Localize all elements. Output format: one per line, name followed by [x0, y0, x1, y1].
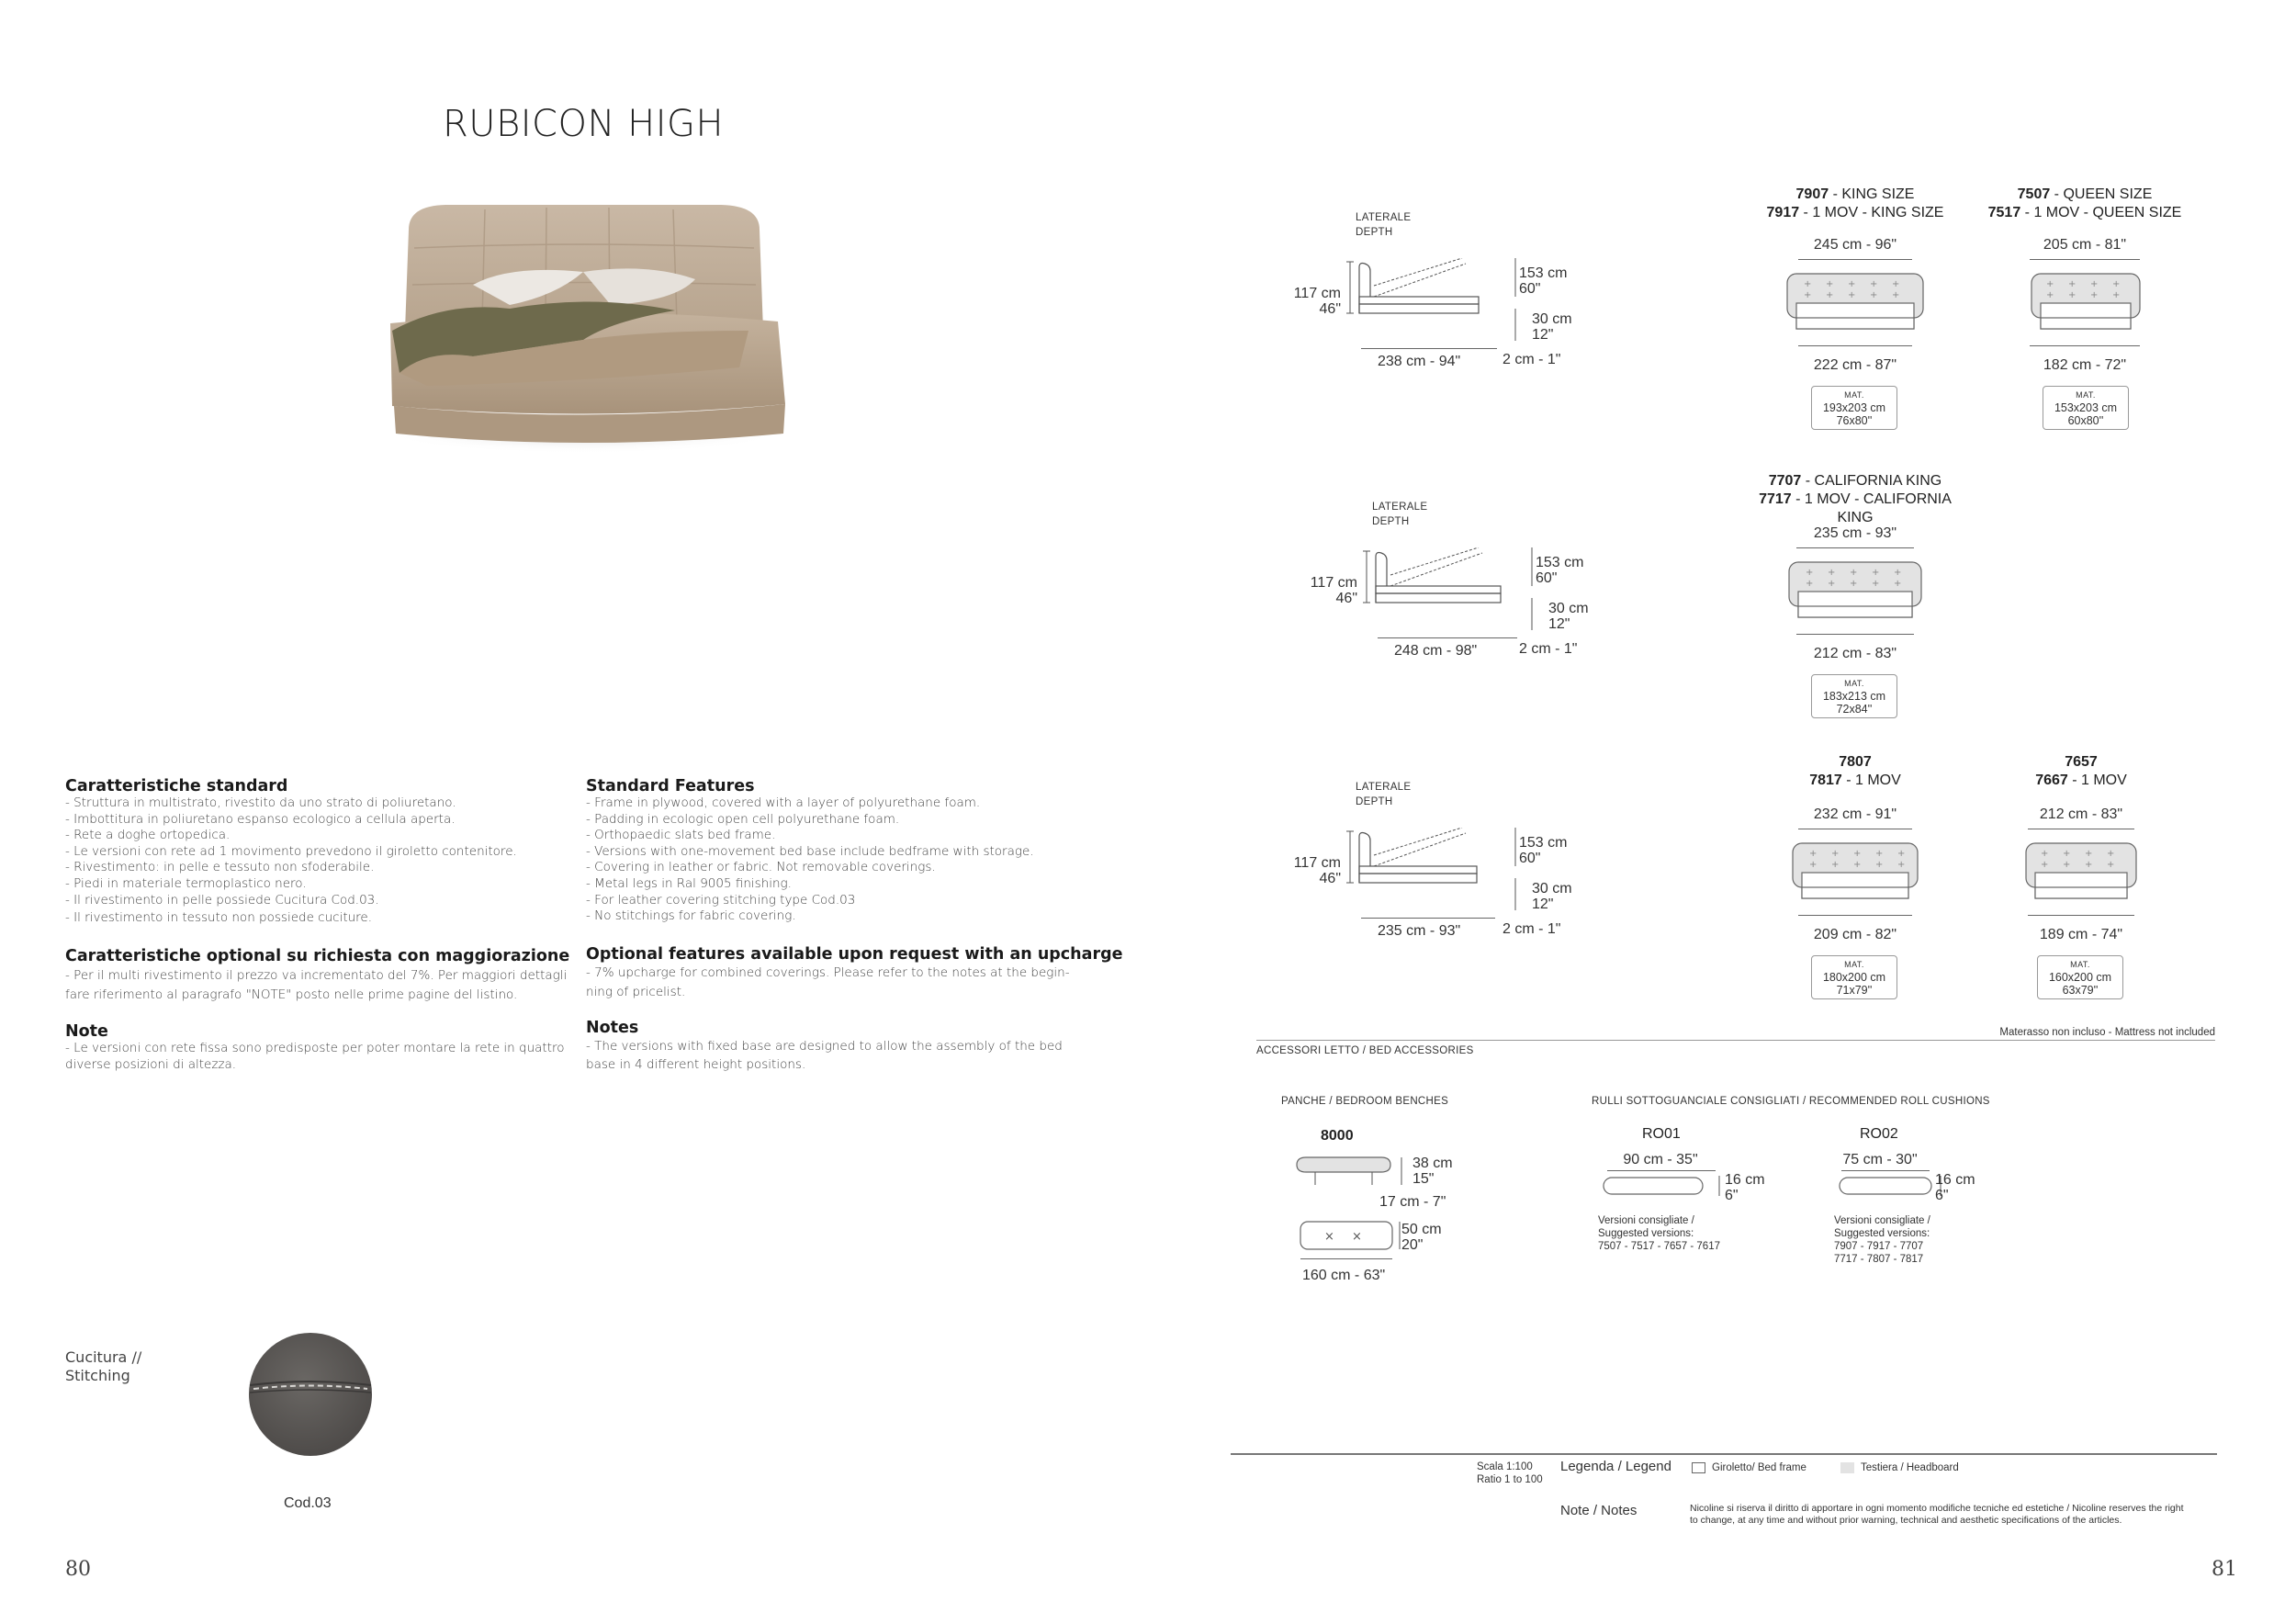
disclaimer: Nicoline si riserva il diritto di apportare in ogni momento modifiche tecniche ed estetiche / Nicoline reserves the right to change, at any time and without prior warning, technical and aesthetic specifications of the articles.	[1690, 1503, 2184, 1526]
it-opt-line: - Per il multi rivestimento il prezzo va incrementato del 7%. Per maggiori dettagli	[65, 968, 568, 983]
it-optional-heading: Caratteristiche optional su richiesta con maggiorazione	[65, 947, 570, 965]
accessories-divider	[1256, 1040, 2215, 1041]
svg-text:+: +	[1853, 860, 1862, 870]
roll-cushion-drawing	[1600, 1172, 1728, 1200]
svg-text:+: +	[2090, 279, 2099, 289]
roll-diameter: 16 cm 6"	[1935, 1172, 1975, 1203]
roll-length-line	[1607, 1170, 1716, 1171]
open-height-dimension: 153 cm 60"	[1519, 265, 1568, 297]
headboard-legend-label: Testiera / Headboard	[1861, 1462, 1959, 1473]
inner-width: 182 cm - 72"	[2043, 357, 2127, 373]
mattress-size-box: MAT. 183x213 cm 72x84''	[1811, 674, 1897, 718]
inner-width-line	[1796, 634, 1914, 635]
model-card	[1745, 184, 1965, 441]
gap-dimension: 2 cm - 1"	[1503, 352, 1561, 367]
roll-suggested-versions: Versioni consigliate / Suggested versions: 7507 - 7517 - 7657 - 7617	[1598, 1215, 1720, 1252]
gap-dimension: 2 cm - 1"	[1519, 641, 1578, 657]
svg-text:+: +	[1806, 579, 1814, 589]
base-height-dimension: 30 cm 12"	[1532, 311, 1572, 343]
it-standard-heading: Caratteristiche standard	[65, 777, 288, 795]
svg-text:+: +	[1831, 860, 1840, 870]
accessories-title: ACCESSORI LETTO / BED ACCESSORIES	[1256, 1045, 1474, 1056]
inner-width-line	[2030, 345, 2140, 346]
svg-text:+: +	[2041, 849, 2049, 859]
length-line	[1361, 918, 1495, 919]
en-note-text	[586, 1037, 1063, 1074]
inner-width-line	[1798, 915, 1912, 916]
bench-height: 38 cm 15"	[1412, 1156, 1453, 1187]
en-note-heading: Notes	[586, 1019, 639, 1037]
length-line	[1378, 637, 1517, 638]
it-std-line: - Struttura in multistrato, rivestito da uno strato di poliuretano.	[65, 795, 456, 810]
svg-text:+: +	[1809, 860, 1818, 870]
it-note-text	[65, 1041, 565, 1073]
side-view-label: LATERALE DEPTH	[1356, 782, 1412, 807]
svg-text:+: +	[1897, 849, 1906, 859]
side-view-label: LATERALE DEPTH	[1356, 212, 1412, 238]
bedframe-legend-swatch	[1692, 1462, 1705, 1473]
en-optional-text	[586, 964, 1070, 1002]
side-view-diagram	[1286, 776, 1598, 951]
en-std-line: - Orthopaedic slats bed frame.	[586, 828, 776, 843]
gap-dimension: 2 cm - 1"	[1503, 921, 1561, 937]
open-height-dimension: 153 cm 60"	[1519, 835, 1568, 866]
footer-divider	[1231, 1453, 2217, 1455]
model-card	[1975, 184, 2195, 441]
svg-text:+: +	[1848, 290, 1856, 300]
bed-top-view	[1785, 266, 1925, 340]
notes-label: Note / Notes	[1560, 1503, 1638, 1518]
model-code: 7907 - KING SIZE 7917 - 1 MOV - KING SIZE	[1766, 186, 1944, 220]
svg-text:+: +	[1850, 568, 1858, 578]
svg-text:+: +	[2046, 279, 2054, 289]
inner-width: 209 cm - 82"	[1813, 927, 1897, 942]
svg-text:+: +	[2068, 279, 2077, 289]
roll-code: RO01	[1642, 1126, 1681, 1142]
outer-width: 245 cm - 96"	[1813, 237, 1897, 253]
it-note-heading: Note	[65, 1022, 108, 1041]
svg-text:+: +	[1848, 279, 1856, 289]
svg-text:+: +	[1850, 579, 1858, 589]
side-view-label: LATERALE DEPTH	[1372, 502, 1428, 527]
svg-text:+: +	[1804, 290, 1812, 300]
benches-title: PANCHE / BEDROOM BENCHES	[1281, 1096, 1449, 1107]
en-std-line: - Covering in leather or fabric. Not removable coverings.	[586, 860, 936, 875]
height-dimension: 117 cm 46"	[1310, 575, 1357, 606]
bed-top-view	[1787, 555, 1923, 628]
side-view-drawing	[1363, 547, 1519, 612]
roll-cushion-item	[1598, 1126, 1809, 1264]
svg-text:+: +	[1897, 860, 1906, 870]
svg-text:+: +	[2046, 290, 2054, 300]
mattress-size-box: MAT. 160x200 cm 63x79''	[2037, 955, 2123, 999]
headboard-legend-swatch	[1840, 1462, 1854, 1473]
svg-text:×: ×	[1352, 1230, 1362, 1244]
inner-width: 212 cm - 83"	[1813, 646, 1897, 661]
svg-text:+: +	[2107, 860, 2115, 870]
outer-width-line	[2030, 259, 2140, 260]
it-std-line: - Rete a doghe ortopedica.	[65, 828, 231, 843]
it-optional-text	[65, 966, 567, 1005]
en-note-line: - The versions with fixed base are designed to allow the assembly of the bed	[586, 1039, 1063, 1054]
bed-top-view	[1791, 836, 1919, 909]
bedframe-legend-label: Giroletto/ Bed frame	[1712, 1462, 1806, 1473]
en-std-line: - Versions with one-movement bed base include bedframe with storage.	[586, 843, 1034, 859]
outer-width: 205 cm - 81"	[2043, 237, 2127, 253]
svg-text:+: +	[1875, 860, 1884, 870]
model-card	[1745, 470, 1965, 727]
bed-top-view	[2030, 266, 2142, 340]
bench-side-view	[1293, 1154, 1412, 1190]
inner-width: 222 cm - 87"	[1813, 357, 1897, 373]
svg-text:+: +	[1853, 849, 1862, 859]
inner-width: 189 cm - 74"	[2039, 927, 2123, 942]
en-opt-line: ning of pricelist.	[586, 985, 686, 999]
side-view-diagram	[1286, 207, 1598, 381]
roll-length-line	[1841, 1170, 1930, 1171]
bench-leg-height: 17 cm - 7"	[1379, 1194, 1446, 1210]
roll-length: 90 cm - 35"	[1623, 1152, 1698, 1167]
it-std-line: - Imbottitura in poliuretano espanso ecologico a cellula aperta.	[65, 811, 456, 827]
svg-text:+: +	[1894, 579, 1902, 589]
svg-text:+: +	[1892, 290, 1900, 300]
svg-text:+: +	[1894, 568, 1902, 578]
en-standard-list	[586, 795, 1034, 925]
mattress-size-box: MAT. 193x203 cm 76x80''	[1811, 386, 1897, 430]
svg-text:+: +	[2063, 849, 2071, 859]
mattress-size-box: MAT. 180x200 cm 71x79''	[1811, 955, 1897, 999]
bench-width-line	[1300, 1258, 1392, 1259]
svg-text:+: +	[2041, 860, 2049, 870]
svg-text:+: +	[2112, 279, 2121, 289]
svg-text:×: ×	[1324, 1230, 1334, 1244]
stitching-code: Cod.03	[284, 1495, 332, 1511]
bed-top-view	[2024, 836, 2138, 909]
rolls-title: RULLI SOTTOGUANCIALE CONSIGLIATI / RECOMMENDED ROLL CUSHIONS	[1592, 1096, 1990, 1107]
open-height-dimension: 153 cm 60"	[1536, 555, 1584, 586]
length-dimension: 248 cm - 98"	[1394, 643, 1478, 659]
svg-text:+: +	[1872, 579, 1880, 589]
svg-text:+: +	[1870, 290, 1878, 300]
page-number-left: 80	[65, 1558, 91, 1581]
roll-code: RO02	[1860, 1126, 1898, 1142]
en-std-line: - No stitchings for fabric covering.	[586, 908, 796, 924]
mattress-note: Materasso non incluso - Mattress not included	[1999, 1027, 2215, 1038]
svg-text:+: +	[2085, 849, 2093, 859]
roll-diameter: 16 cm 6"	[1725, 1172, 1765, 1203]
svg-text:+: +	[1806, 568, 1814, 578]
svg-text:+: +	[2107, 849, 2115, 859]
length-dimension: 235 cm - 93"	[1378, 923, 1461, 939]
page-title: RUBICON HIGH	[443, 103, 725, 145]
svg-text:+: +	[1804, 279, 1812, 289]
roll-cushion-drawing	[1836, 1172, 1946, 1200]
it-opt-line: fare riferimento al paragrafo "NOTE" posto nelle prime pagine del listino.	[65, 987, 518, 1002]
model-code: 7807 7817 - 1 MOV	[1809, 754, 1901, 788]
outer-width-line	[1798, 259, 1912, 260]
base-height-dimension: 30 cm 12"	[1548, 601, 1589, 632]
mattress-size-box: MAT. 153x203 cm 60x80''	[2043, 386, 2129, 430]
svg-text:+: +	[2063, 860, 2071, 870]
model-code: 7657 7667 - 1 MOV	[2035, 754, 2127, 788]
svg-text:+: +	[1831, 849, 1840, 859]
outer-width: 235 cm - 93"	[1813, 525, 1897, 541]
roll-length: 75 cm - 30"	[1842, 1152, 1918, 1167]
model-code: 7707 - CALIFORNIA KING 7717 - 1 MOV - CALIFORNIA KING	[1759, 473, 1952, 525]
page-number-right: 81	[2212, 1558, 2237, 1581]
outer-width-line	[1796, 547, 1914, 548]
side-view-diagram	[1302, 496, 1615, 671]
stitching-label-en: Stitching	[65, 1367, 130, 1384]
roll-cushion-item	[1834, 1126, 2045, 1264]
height-dimension: 117 cm 46"	[1293, 286, 1341, 317]
en-std-line: - Metal legs in Ral 9005 finishing.	[586, 875, 792, 891]
svg-text:+: +	[2085, 860, 2093, 870]
model-code: 7507 - QUEEN SIZE 7517 - 1 MOV - QUEEN SIZE	[1987, 186, 2182, 220]
scale-text: Scala 1:100 Ratio 1 to 100	[1477, 1461, 1543, 1485]
it-std-line: - Rivestimento: in pelle e tessuto non sfoderabile.	[65, 860, 375, 875]
bench-width: 160 cm - 63"	[1302, 1268, 1386, 1283]
svg-text:+: +	[1828, 579, 1836, 589]
svg-text:+: +	[1870, 279, 1878, 289]
length-dimension: 238 cm - 94"	[1378, 354, 1461, 369]
svg-text:+: +	[1826, 290, 1834, 300]
it-standard-list	[65, 795, 517, 927]
inner-width-line	[1798, 345, 1912, 346]
model-card	[1745, 751, 1965, 1009]
en-std-line: - Frame in plywood, covered with a layer of polyurethane foam.	[586, 795, 981, 810]
svg-text:+: +	[1828, 568, 1836, 578]
svg-text:+: +	[2090, 290, 2099, 300]
bench-depth: 50 cm 20"	[1401, 1222, 1442, 1253]
it-note-line: diverse posizioni di altezza.	[65, 1056, 237, 1072]
svg-text:+: +	[2112, 290, 2121, 300]
bench-top-view	[1295, 1218, 1405, 1255]
length-line	[1361, 348, 1497, 349]
en-optional-heading: Optional features available upon request with an upcharge	[586, 945, 1123, 964]
en-opt-line: - 7% upcharge for combined coverings. Please refer to the notes at the begin-	[586, 965, 1070, 980]
height-dimension: 117 cm 46"	[1293, 855, 1341, 886]
en-note-line: base in 4 different height positions.	[586, 1057, 806, 1072]
en-std-line: - Padding in ecologic open cell polyurethane foam.	[586, 811, 900, 827]
bench-code: 8000	[1321, 1128, 1354, 1144]
side-view-drawing	[1346, 258, 1503, 322]
it-std-line: - Il rivestimento in pelle possiede Cucitura Cod.03.	[65, 892, 379, 908]
bed-product-image	[372, 193, 794, 459]
outer-width: 212 cm - 83"	[2039, 806, 2123, 822]
inner-width-line	[2028, 915, 2134, 916]
stitching-label-it: Cucitura //	[65, 1348, 142, 1366]
legend-label: Legenda / Legend	[1560, 1459, 1671, 1474]
it-std-line: - Il rivestimento in tessuto non possiede cuciture.	[65, 910, 373, 926]
base-height-dimension: 30 cm 12"	[1532, 881, 1572, 912]
svg-text:+: +	[2068, 290, 2077, 300]
outer-width: 232 cm - 91"	[1813, 806, 1897, 822]
side-view-drawing	[1346, 828, 1503, 892]
svg-text:+: +	[1875, 849, 1884, 859]
svg-text:+: +	[1892, 279, 1900, 289]
model-card	[1971, 751, 2191, 1009]
en-standard-heading: Standard Features	[586, 777, 755, 795]
stitching-label	[65, 1348, 141, 1385]
roll-suggested-versions: Versioni consigliate / Suggested versions: 7907 - 7917 - 7707 7717 - 7807 - 7817	[1834, 1215, 1930, 1265]
svg-text:+: +	[1826, 279, 1834, 289]
it-std-line: - Le versioni con rete ad 1 movimento prevedono il giroletto contenitore.	[65, 843, 517, 859]
it-note-line: - Le versioni con rete fissa sono predisposte per poter montare la rete in quattro	[65, 1041, 565, 1055]
svg-text:+: +	[1809, 849, 1818, 859]
svg-text:+: +	[1872, 568, 1880, 578]
stitching-swatch	[248, 1332, 373, 1457]
it-std-line: - Piedi in materiale termoplastico nero.	[65, 875, 307, 891]
en-std-line: - For leather covering stitching type Cod.03	[586, 892, 856, 908]
